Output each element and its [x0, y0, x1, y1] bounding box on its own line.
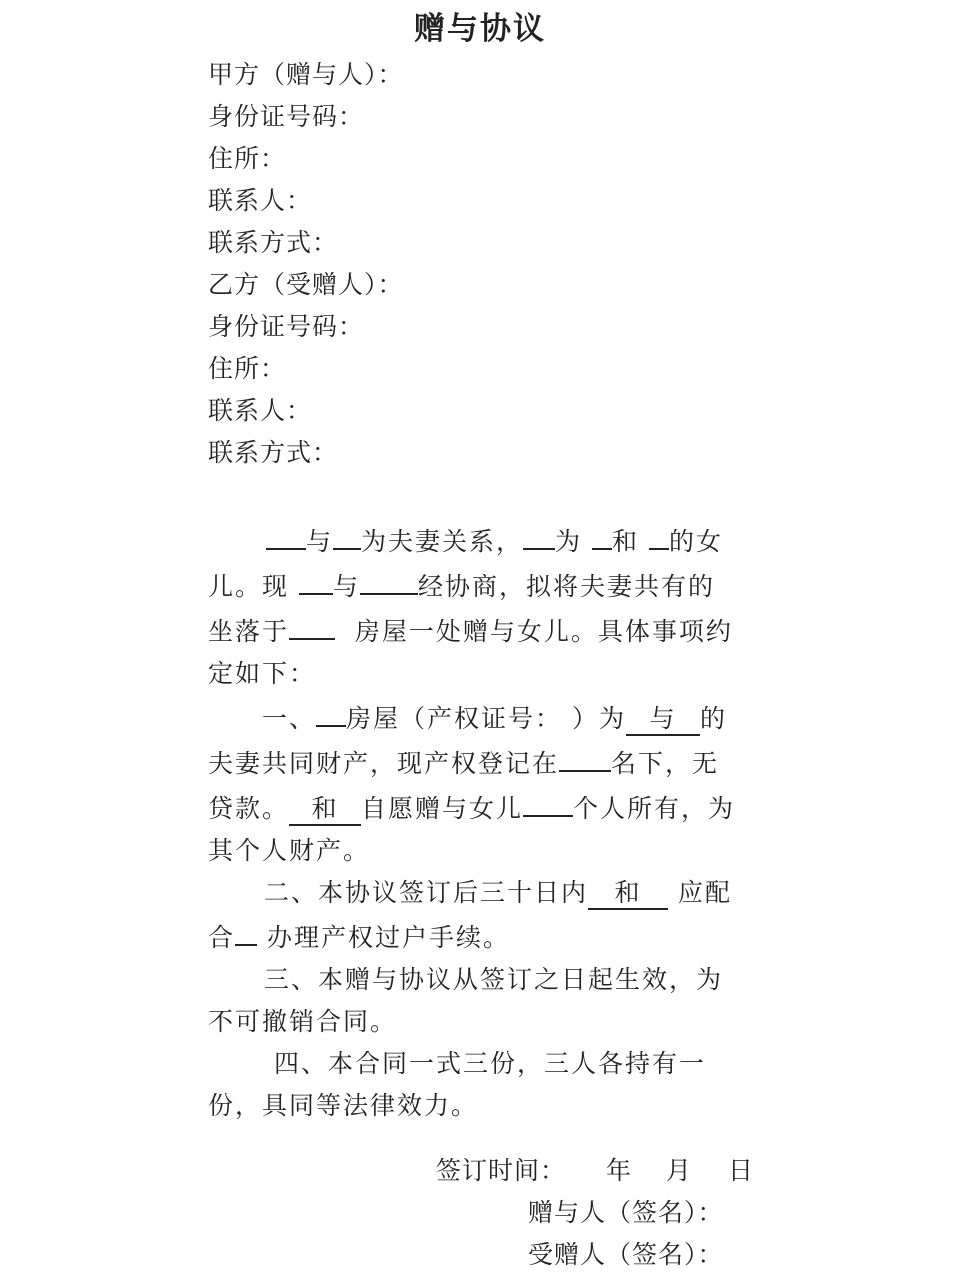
signing-day: 日 [728, 1156, 755, 1185]
party-a-label: 甲方（赠与人）： [208, 60, 404, 89]
party-b-label: 乙方（受赠人）： [208, 270, 404, 299]
intro-text: 为夫妻关系， [361, 527, 524, 556]
blank-field [559, 740, 611, 772]
underlined-text: 和 [289, 794, 361, 826]
clause-1-text: 夫妻共同财产，现产权登记在 [208, 749, 560, 778]
blank-field [333, 518, 361, 550]
party-a-address: 住所： [208, 144, 287, 173]
signing-year: 年 [606, 1156, 633, 1185]
intro-text: 的女 [668, 527, 723, 556]
blank-field [266, 518, 306, 550]
blank-field [360, 563, 418, 595]
party-b-contact-person: 联系人： [208, 396, 313, 425]
intro-text: 坐落于 [208, 617, 290, 646]
blank-field [649, 518, 669, 550]
blank-field [523, 785, 573, 817]
clause-2-text: 合 [208, 923, 236, 952]
intro-text: 定如下： [208, 659, 317, 688]
agreement-body [208, 518, 756, 1127]
intro-text: 与 [332, 572, 360, 601]
intro-paragraph [208, 518, 756, 695]
blank-field [316, 695, 346, 727]
clause-3 [208, 959, 756, 1043]
party-b-id-number: 身份证号码： [208, 312, 365, 341]
clause-4-text: 四、本合同一式三份，三人各持有一 [274, 1049, 707, 1078]
clause-3-text: 不可撤销合同。 [208, 1007, 398, 1036]
document-title: 赠与协议 [414, 11, 546, 47]
clause-1-text: 其个人财产。 [208, 836, 371, 865]
intro-text: 房屋一处赠与女儿。具体事项约 [354, 617, 733, 646]
blank-field [299, 563, 333, 595]
underlined-text: 与 [626, 704, 700, 736]
clause-1-text: 个人所有，为 [573, 794, 736, 823]
intro-text: 与 [306, 527, 334, 556]
clause-1 [208, 695, 756, 872]
party-a-id-number: 身份证号码： [208, 102, 365, 131]
blank-field [235, 914, 257, 946]
blank-field [523, 518, 555, 550]
clause-1-text: 的 [699, 704, 727, 733]
intro-text: 和 [612, 527, 640, 556]
clause-1-text: 名下，无 [611, 749, 720, 778]
clause-2 [208, 872, 756, 959]
intro-text: 儿。现 [208, 572, 290, 601]
party-a-contact-person: 联系人： [208, 186, 313, 215]
party-section [208, 54, 768, 474]
clause-2-text: 应配 [677, 878, 732, 907]
clause-3-text: 三、本赠与协议从签订之日起生效，为 [264, 965, 724, 994]
clause-1-text: 贷款。 [208, 794, 290, 823]
clause-1-text: 房屋（产权证号： ）为 [346, 704, 626, 733]
donee-signature-label: 受赠人（签名）： [528, 1240, 724, 1269]
clause-2-text: 办理产权过户手续。 [266, 923, 510, 952]
clause-1-text: 自愿赠与女儿 [361, 794, 524, 823]
blank-field [592, 518, 612, 550]
underlined-text: 和 [588, 878, 668, 910]
intro-text: 为 [555, 527, 583, 556]
signing-date-label: 签订时间： [436, 1156, 567, 1185]
clause-1-text: 一、 [262, 704, 317, 733]
signing-month: 月 [666, 1156, 693, 1185]
party-b-address: 住所： [208, 354, 287, 383]
blank-field [289, 608, 335, 640]
donor-signature-label: 赠与人（签名）： [528, 1198, 724, 1227]
party-a-contact-method: 联系方式： [208, 228, 339, 257]
intro-text: 经协商，拟将夫妻共有的 [417, 572, 715, 601]
clause-4 [208, 1043, 756, 1127]
clause-2-text: 二、本协议签订后三十日内 [264, 878, 589, 907]
party-b-contact-method: 联系方式： [208, 438, 339, 467]
clause-4-text: 份，具同等法律效力。 [208, 1091, 479, 1120]
